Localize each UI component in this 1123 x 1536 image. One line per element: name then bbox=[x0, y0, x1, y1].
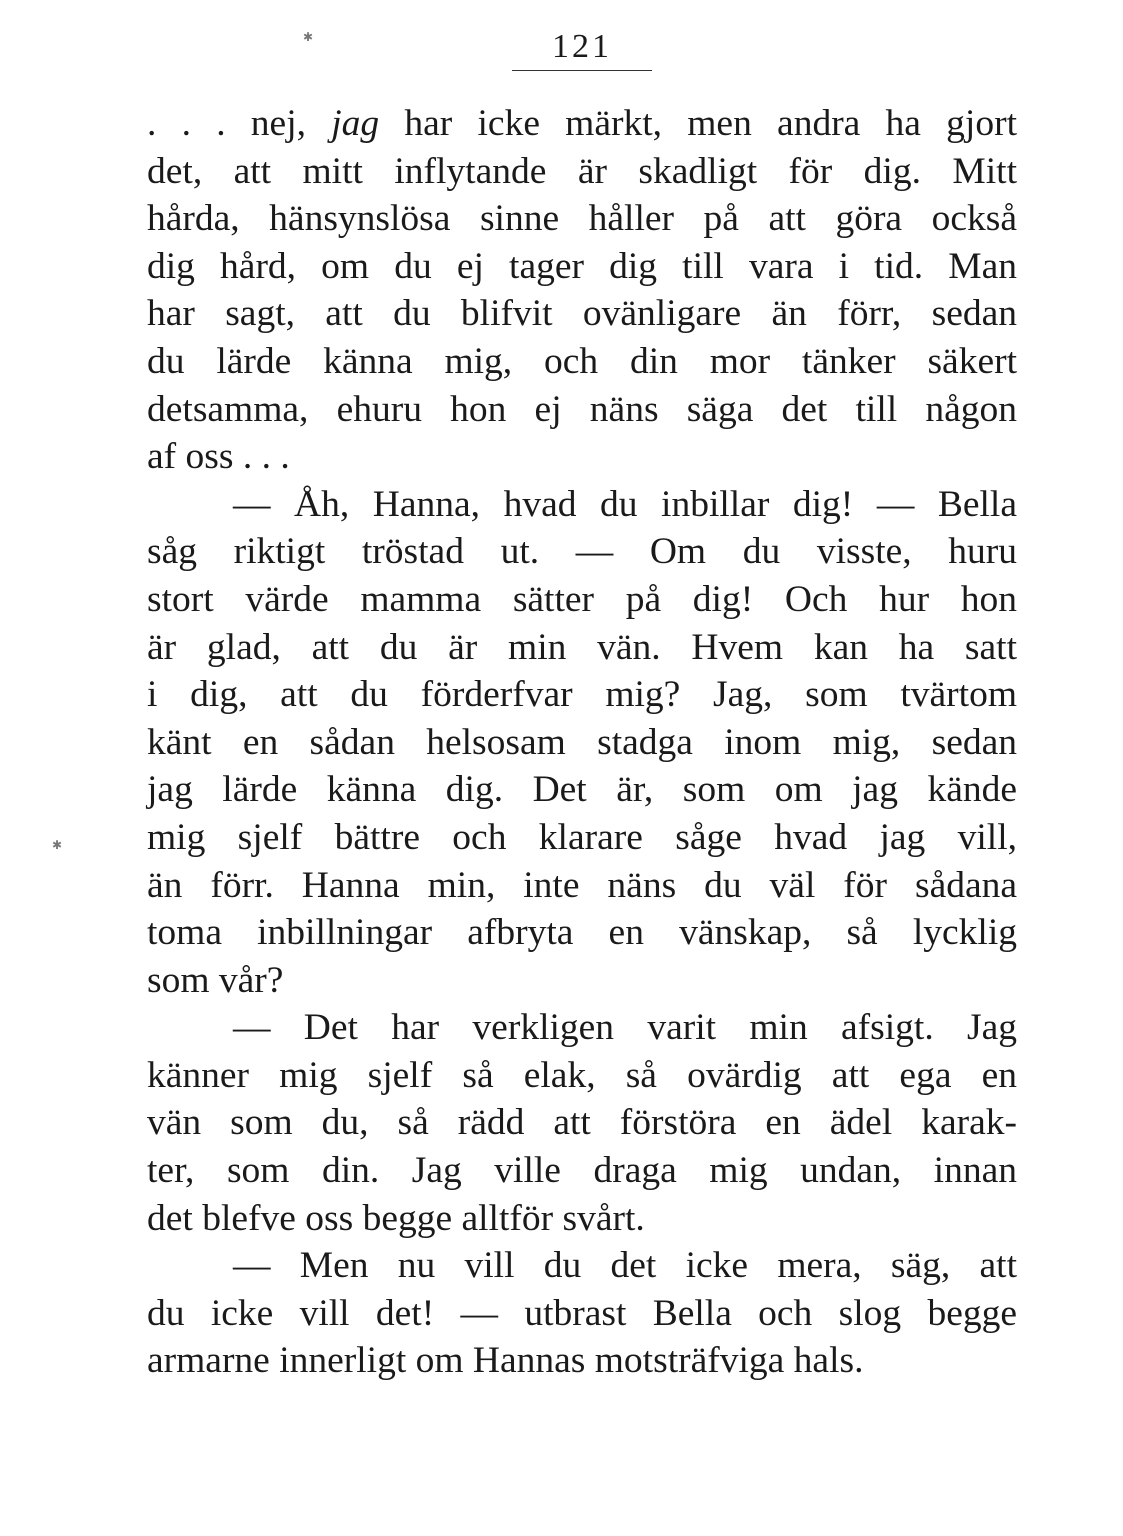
text-line: än förr. Hanna min, inte näns du väl för sådana bbox=[147, 864, 1017, 906]
text-line bbox=[147, 100, 1017, 148]
print-speck: ✱ bbox=[303, 30, 314, 44]
text-line: stort värde mamma sätter på dig! Och hur hon bbox=[147, 578, 1017, 620]
text-line: ter, som din. Jag ville draga mig undan, innan bbox=[147, 1150, 1017, 1192]
text-line: — Men nu vill du det icke mera, säg, att bbox=[233, 1245, 1017, 1287]
text-line: hårda, hänsynslösa sinne håller på att göra också bbox=[147, 198, 1017, 240]
text-line: känner mig sjelf så elak, så ovärdig att ega en bbox=[147, 1054, 1017, 1096]
print-speck: ✱ bbox=[52, 838, 63, 852]
text-line: af oss . . . bbox=[147, 436, 290, 478]
text-line: toma inbillningar afbryta en vänskap, så lycklig bbox=[147, 912, 1017, 954]
text-line: detsamma, ehuru hon ej näns säga det till någon bbox=[147, 388, 1017, 430]
text-line: dig hård, om du ej tager dig till vara i tid. Man bbox=[147, 245, 1017, 287]
text-line: såg riktigt tröstad ut. — Om du visste, huru bbox=[147, 531, 1017, 573]
page-number-rule bbox=[512, 70, 652, 71]
text-line: vän som du, så rädd att förstöra en ädel karak- bbox=[147, 1102, 1017, 1144]
text-line-rest: har icke märkt, men andra ha gjort bbox=[404, 103, 1017, 144]
text-line: är glad, att du är min vän. Hvem kan ha satt bbox=[147, 626, 1017, 668]
body-text bbox=[147, 100, 1017, 1385]
text-line-start: . . . nej, bbox=[147, 103, 306, 144]
text-line: känt en sådan helsosam stadga inom mig, sedan bbox=[147, 721, 1017, 763]
text-line: armarne innerligt om Hannas motsträfviga hals. bbox=[147, 1340, 864, 1382]
text-line: du icke vill det! — utbrast Bella och slog begge bbox=[147, 1292, 1017, 1334]
text-line: mig sjelf bättre och klarare såge hvad jag vill, bbox=[147, 816, 1017, 858]
text-line: jag lärde känna dig. Det är, som om jag kände bbox=[147, 769, 1017, 811]
text-line: det, att mitt inflytande är skadligt för dig. Mitt bbox=[147, 150, 1017, 192]
text-line: — Det har verkligen varit min afsigt. Jag bbox=[233, 1007, 1017, 1049]
page-number: 121 bbox=[552, 28, 612, 65]
text-line: du lärde känna mig, och din mor tänker säkert bbox=[147, 340, 1017, 382]
text-line: det blefve oss begge alltför svårt. bbox=[147, 1197, 645, 1239]
text-line: som vår? bbox=[147, 959, 284, 1001]
emphasized-word: jag bbox=[331, 103, 380, 144]
text-line: — Åh, Hanna, hvad du inbillar dig! — Bella bbox=[233, 483, 1017, 525]
text-line: i dig, att du förderfvar mig? Jag, som tvärtom bbox=[147, 674, 1017, 716]
text-line: har sagt, att du blifvit ovänligare än förr, sedan bbox=[147, 293, 1017, 335]
